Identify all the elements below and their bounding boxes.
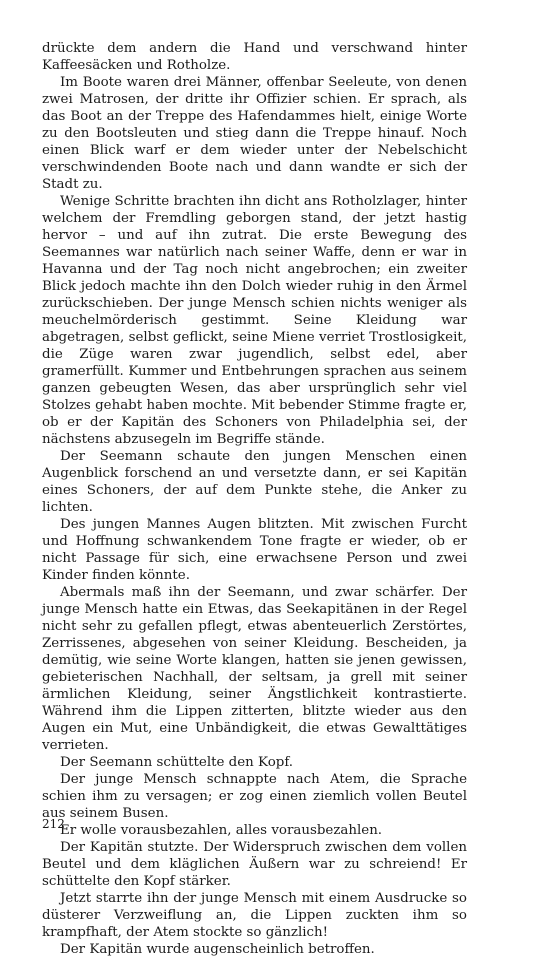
paragraph-continuation: drückte dem andern die Hand und verschwand hinter Kaffeesäcken und Rotholze. (42, 41, 467, 73)
paragraph: Der Seemann schüttelte den Kopf. (60, 755, 294, 770)
paragraph: Abermals maß ihn der Seemann, und zwar schärfer. Der junge Mensch hatte ein Etwas, das Seekapitänen in der Regel nicht sehr zu gefallen pflegt, etwas abenteuerlich Zerstörtes, Zerrissenes, abgesehen von seiner Kleidung. Bescheiden, ja demütig, wie seine Worte klangen, hatten sie jenen gewissen, gebieterischen Nachhall, der seltsam, ja grell mit seiner ärmlichen Kleidung, seiner Ängstlichkeit kontrastierte. Während ihm die Lippen zitterten, blitzte wieder aus den Augen ein Mut, eine Unbändigkeit, die etwas Gewalttätiges verrieten. (42, 585, 467, 753)
page-body (42, 40, 467, 958)
paragraph: Der Seemann schaute den jungen Menschen einen Augenblick forschend an und versetzte dann, er sei Kapitän eines Schoners, der auf dem Punkte stehe, die Anker zu lichten. (42, 449, 467, 515)
paragraph: Des jungen Mannes Augen blitzten. Mit zwischen Furcht und Hoffnung schwankendem Tone fragte er wieder, ob er nicht Passage für sich, eine erwachsene Person und zwei Kinder finden könnte. (42, 517, 467, 583)
page-number: 212 (42, 817, 65, 831)
paragraph: Jetzt starrte ihn der junge Mensch mit einem Ausdrucke so düsterer Verzweiflung an, die Lippen zuckten ihm so krampfhaft, der Atem stockte so gänzlich! (42, 891, 467, 940)
paragraph: Wenige Schritte brachten ihn dicht ans Rotholzlager, hinter welchem der Fremdling geborgen stand, der jetzt hastig hervor – und auf ihn zutrat. Die erste Bewegung des Seemannes war natürlich nach seiner Waffe, denn er war in Havanna und der Tag noch nicht angebrochen; ein zweiter Blick jedoch machte ihn den Dolch wieder ruhig in den Ärmel zurückschieben. Der junge Mensch schien nichts weniger als meuchelmörderisch gestimmt. Seine Kleidung war abgetragen, selbst geflickt, seine Miene verriet Trostlosigkeit, die Züge waren zwar jugendlich, selbst edel, aber gramerfüllt. Kummer und Entbehrungen sprachen aus seinem ganzen gebeugten Wesen, das aber ursprünglich sehr viel Stolzes gehabt haben mochte. Mit bebender Stimme fragte er, ob er der Kapitän des Schoners von Philadelphia sei, der nächstens abzusegeln im Begriffe stände. (42, 194, 467, 447)
paragraph: Der junge Mensch schnappte nach Atem, die Sprache schien ihm zu versagen; er zog einen ziemlich vollen Beutel aus seinem Busen. (42, 772, 467, 821)
paragraph: Im Boote waren drei Männer, offenbar Seeleute, von denen zwei Matrosen, der dritte ihr Offizier schien. Er sprach, als das Boot an der Treppe des Hafendammes hielt, einige Worte zu den Bootsleuten und stieg dann die Treppe hinauf. Noch einen Blick warf er dem wieder unter der Nebelschicht verschwindenden Boote nach und dann wandte er sich der Stadt zu. (42, 75, 467, 192)
paragraph: Der Kapitän stutzte. Der Widerspruch zwischen dem vollen Beutel und dem kläglichen Äußern war zu schreiend! Er schüttelte den Kopf stärker. (42, 840, 467, 889)
paragraph: Er wolle vorausbezahlen, alles vorausbezahlen. (60, 823, 383, 838)
paragraph: Der Kapitän wurde augenscheinlich betroffen. (60, 942, 375, 957)
